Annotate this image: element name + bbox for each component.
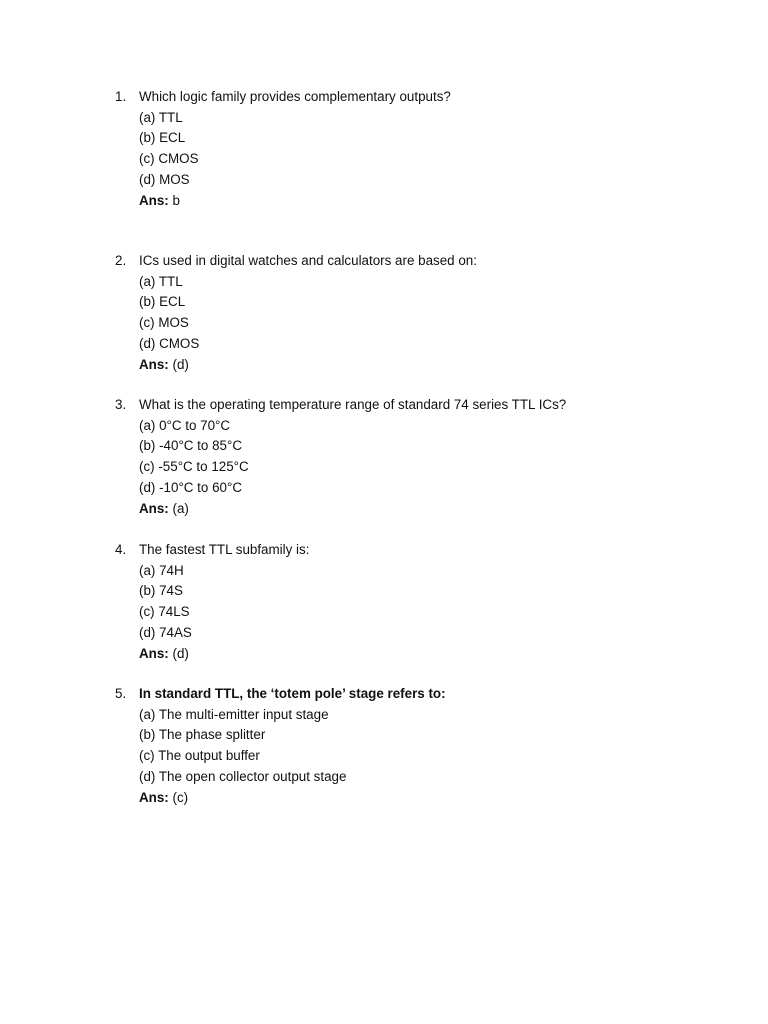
answer-value: (d) [168,356,189,372]
option-d: (d) The open collector output stage [139,768,347,784]
option-b: (b) ECL [139,294,186,310]
option-b: (b) ECL [139,130,186,146]
question-number: 5. [115,686,127,701]
option-c: (c) MOS [139,315,189,331]
question-text: Which logic family provides complementary outputs? [139,89,451,104]
question-text: ICs used in digital watches and calculators are based on: [139,253,477,268]
option-a: (a) TTL [139,273,183,289]
option-d: (d) -10°C to 60°C [139,479,242,495]
option-a: (a) TTL [139,109,183,125]
answer-value: (c) [168,789,189,805]
answer-line [139,787,188,808]
option-c: (c) -55°C to 125°C [139,459,249,475]
question-text: In standard TTL, the ‘totem pole’ stage refers to: [139,686,446,701]
question-number: 2. [115,253,127,268]
question-number: 1. [115,89,127,104]
answer-line [139,190,180,211]
answer-value: (d) [168,645,189,661]
question-text: What is the operating temperature range of standard 74 series TTL ICs? [139,397,567,412]
answer-label: Ans: [139,192,169,208]
option-c: (c) The output buffer [139,748,260,764]
answer-line [139,354,189,375]
option-c: (c) CMOS [139,151,199,167]
option-d: (d) CMOS [139,335,200,351]
answer-line [139,498,189,519]
option-a: (a) 0°C to 70°C [139,417,231,433]
option-b: (b) 74S [139,583,183,599]
answer-line [139,643,189,664]
answer-label: Ans: [139,645,169,661]
answer-value: b [168,192,180,208]
option-a: (a) The multi-emitter input stage [139,706,329,722]
question-text: The fastest TTL subfamily is: [139,542,310,557]
answer-label: Ans: [139,789,169,805]
answer-value: (a) [168,500,189,516]
option-d: (d) 74AS [139,624,192,640]
question-number: 3. [115,397,127,412]
answer-label: Ans: [139,500,169,516]
option-b: (b) -40°C to 85°C [139,438,242,454]
answer-label: Ans: [139,356,169,372]
option-d: (d) MOS [139,171,190,187]
question-number: 4. [115,542,127,557]
option-b: (b) The phase splitter [139,727,266,743]
option-c: (c) 74LS [139,604,190,620]
option-a: (a) 74H [139,562,184,578]
